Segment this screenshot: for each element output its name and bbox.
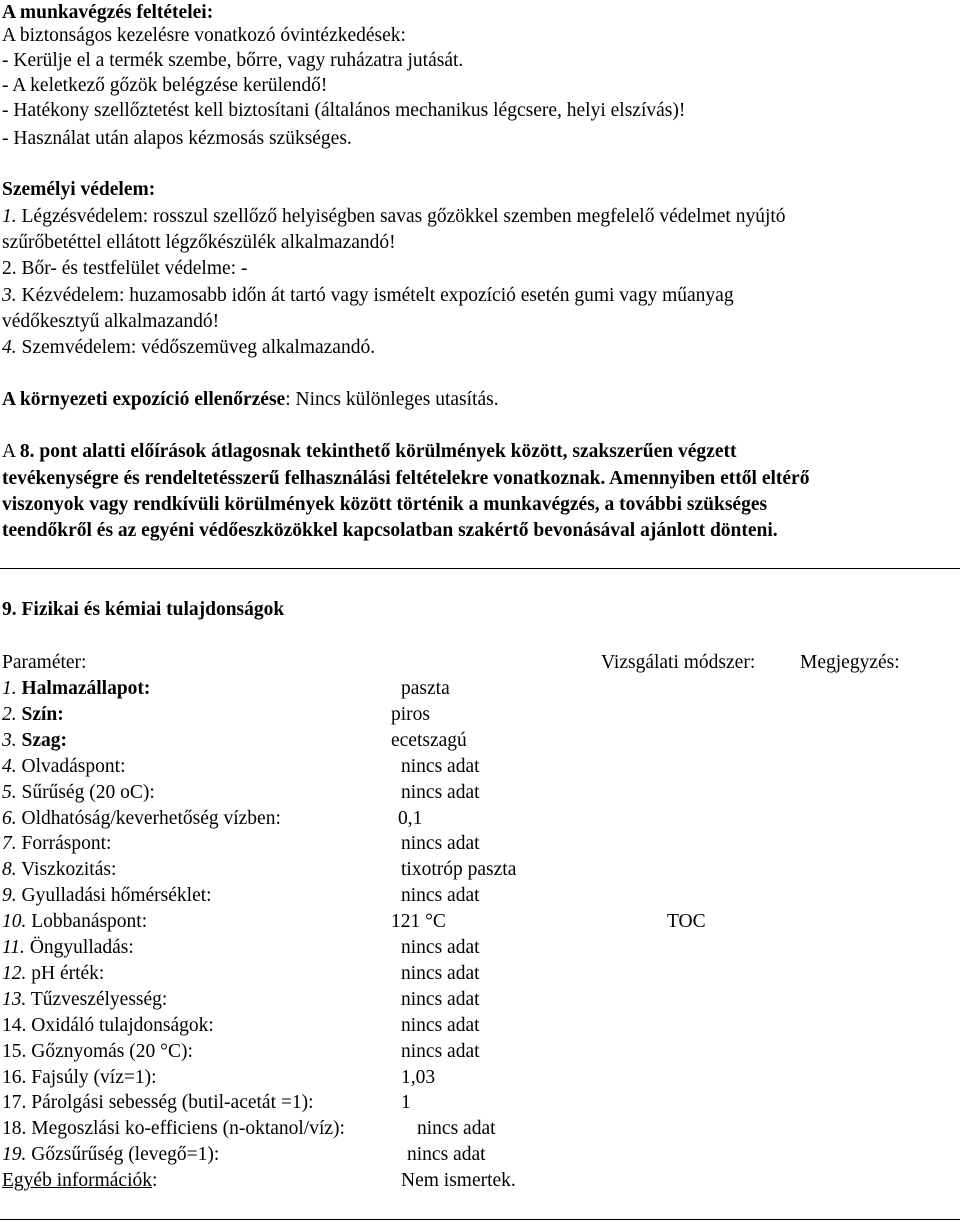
- item-number: 1.: [2, 206, 17, 227]
- property-number: 15.: [2, 1040, 27, 1062]
- property-value: 121 °C: [391, 911, 446, 933]
- property-row: [2, 961, 104, 987]
- property-number: 18.: [2, 1118, 27, 1140]
- property-number: 3.: [2, 729, 17, 751]
- property-label: Megoszlási ko-efficiens (n-oktanol/víz):: [26, 1118, 345, 1140]
- handling-item: - Hatékony szellőztetést kell biztosítani (általános mechanikus légcsere, helyi elszívás)!: [2, 100, 686, 121]
- heading-physical-chemical: 9. Fizikai és kémiai tulajdonságok: [2, 599, 285, 620]
- item-number: 3.: [2, 285, 17, 306]
- property-value: nincs adat: [401, 988, 480, 1010]
- property-label: Oldhatóság/keverhetőség vízben:: [16, 807, 281, 829]
- property-row: [2, 754, 125, 780]
- property-label: Olvadáspont:: [16, 755, 126, 777]
- property-number: 8.: [2, 859, 17, 881]
- property-row: [2, 1142, 219, 1168]
- property-row: [2, 728, 67, 754]
- other-info-value: Nem ismertek.: [401, 1170, 516, 1191]
- handling-item: - Kerülje el a termék szembe, bőrre, vagy ruházatra jutását.: [2, 50, 464, 71]
- property-value: nincs adat: [401, 937, 480, 958]
- property-label: Halmazállapot:: [16, 678, 151, 699]
- property-value: nincs adat: [401, 1014, 480, 1036]
- property-note: TOC: [667, 911, 706, 933]
- note-line: teendőkről és az egyéni védőeszközökkel kapcsolatban szakértő bevonásával ajánlott dönteni.: [2, 520, 778, 541]
- note-line: viszonyok vagy rendkívüli körülmények között történik a munkavégzés, a további szükséges: [2, 494, 768, 515]
- property-value: nincs adat: [401, 755, 480, 777]
- property-row: [2, 676, 150, 702]
- property-label: Lobbanáspont:: [26, 911, 148, 933]
- property-label: Oxidáló tulajdonságok:: [26, 1014, 214, 1036]
- property-label: Fajsúly (víz=1):: [26, 1066, 157, 1088]
- property-number: 11.: [2, 937, 25, 958]
- property-number: 19.: [2, 1144, 27, 1166]
- property-label: Sűrűség (20 oC):: [16, 781, 155, 803]
- property-row: [2, 1065, 157, 1091]
- item-text: Légzésvédelem: rosszul szellőző helyiségben savas gőzökkel szemben megfelelő védelmet nyújtó: [16, 206, 786, 227]
- property-number: 17.: [2, 1092, 27, 1114]
- hand-protection: [2, 283, 734, 309]
- property-value: piros: [391, 703, 430, 725]
- property-label: Gőzsűrűség (levegő=1):: [26, 1144, 220, 1166]
- property-label: Gyulladási hőmérséklet:: [16, 885, 212, 907]
- property-number: 13.: [2, 988, 27, 1010]
- item-number: 4.: [2, 337, 17, 358]
- property-row: [2, 780, 155, 806]
- property-label: Gőznyomás (20 °C):: [26, 1040, 193, 1062]
- respiratory-protection: [2, 204, 786, 230]
- property-label: Öngyulladás:: [24, 937, 134, 958]
- property-number: 5.: [2, 781, 17, 803]
- property-value: paszta: [401, 678, 450, 699]
- column-header-method: Vizsgálati módszer:: [601, 652, 756, 673]
- heading-working-conditions: A munkavégzés feltételei:: [2, 2, 214, 23]
- property-row: [2, 806, 281, 832]
- property-value: 1: [401, 1092, 411, 1114]
- column-header-parameter: Paraméter:: [2, 652, 87, 673]
- env-value: : Nincs különleges utasítás.: [285, 389, 499, 410]
- property-label: Szín:: [16, 703, 64, 725]
- property-number: 6.: [2, 807, 17, 829]
- hand-protection-cont: védőkesztyű alkalmazandó!: [2, 311, 220, 332]
- property-label: Viszkozitás:: [16, 859, 117, 881]
- property-row: [2, 883, 212, 909]
- section-divider: [0, 568, 960, 569]
- property-value: ecetszagú: [391, 729, 467, 751]
- property-value: 1,03: [401, 1066, 436, 1088]
- property-row: [2, 831, 111, 857]
- note-line: tevékenységre és rendeltetésszerű felhasználási feltételekre vonatkoznak. Amennyiben ettől eltérő: [2, 468, 810, 489]
- note-prefix: A: [2, 441, 20, 462]
- property-label: Forráspont:: [16, 833, 112, 855]
- property-number: 14.: [2, 1014, 27, 1036]
- property-number: 9.: [2, 885, 17, 907]
- property-value: tixotróp paszta: [401, 859, 517, 881]
- other-info-label: Egyéb információk: [2, 1170, 152, 1191]
- property-number: 2.: [2, 703, 17, 725]
- property-value: nincs adat: [407, 1144, 486, 1166]
- note-line: [2, 439, 736, 465]
- other-info-row: [2, 1168, 157, 1194]
- safe-handling-title: A biztonságos kezelésre vonatkozó óvintézkedések:: [2, 25, 406, 46]
- property-number: 1.: [2, 678, 17, 699]
- property-label: Tűzveszélyesség:: [26, 988, 168, 1010]
- env-label: A környezeti expozíció ellenőrzése: [2, 389, 286, 410]
- personal-protection-title: Személyi védelem:: [2, 179, 156, 200]
- handling-item: - Használat után alapos kézmosás szükséges.: [2, 128, 352, 149]
- property-value: nincs adat: [401, 885, 480, 907]
- other-info-colon: :: [152, 1170, 158, 1191]
- property-number: 4.: [2, 755, 17, 777]
- property-value: nincs adat: [401, 833, 480, 855]
- property-value: nincs adat: [401, 781, 480, 803]
- property-row: [2, 857, 116, 883]
- property-row: [2, 1039, 193, 1065]
- property-row: [2, 702, 64, 728]
- property-row: [2, 909, 147, 935]
- property-row: [2, 1013, 214, 1039]
- property-value: nincs adat: [401, 1040, 480, 1062]
- property-value: nincs adat: [417, 1118, 496, 1140]
- property-row: [2, 935, 134, 961]
- property-label: Párolgási sebesség (butil-acetát =1):: [26, 1092, 314, 1114]
- property-value: 0,1: [398, 807, 423, 829]
- column-header-note: Megjegyzés:: [800, 652, 900, 673]
- item-text: Szemvédelem: védőszemüveg alkalmazandó.: [16, 337, 376, 358]
- item-text: Kézvédelem: huzamosabb időn át tartó vagy ismételt expozíció esetén gumi vagy műanyag: [16, 285, 734, 306]
- bottom-divider: [0, 1219, 960, 1220]
- skin-protection: 2. Bőr- és testfelület védelme: -: [2, 258, 248, 279]
- note-text: 8. pont alatti előírások átlagosnak tekinthető körülmények között, szakszerűen végzett: [19, 441, 737, 462]
- handling-item: - A keletkező gőzök belégzése kerülendő!: [2, 75, 328, 96]
- respiratory-protection-cont: szűrőbetéttel ellátott légzőkészülék alkalmazandó!: [2, 232, 396, 253]
- property-row: [2, 1116, 345, 1142]
- property-label: pH érték:: [26, 962, 105, 984]
- property-row: [2, 1090, 314, 1116]
- property-number: 7.: [2, 833, 17, 855]
- property-label: Szag:: [16, 729, 67, 751]
- property-number: 16.: [2, 1066, 27, 1088]
- property-row: [2, 987, 167, 1013]
- property-value: nincs adat: [401, 962, 480, 984]
- property-number: 10.: [2, 911, 27, 933]
- eye-protection: [2, 335, 375, 361]
- environmental-exposure: [2, 387, 499, 413]
- property-number: 12.: [2, 962, 27, 984]
